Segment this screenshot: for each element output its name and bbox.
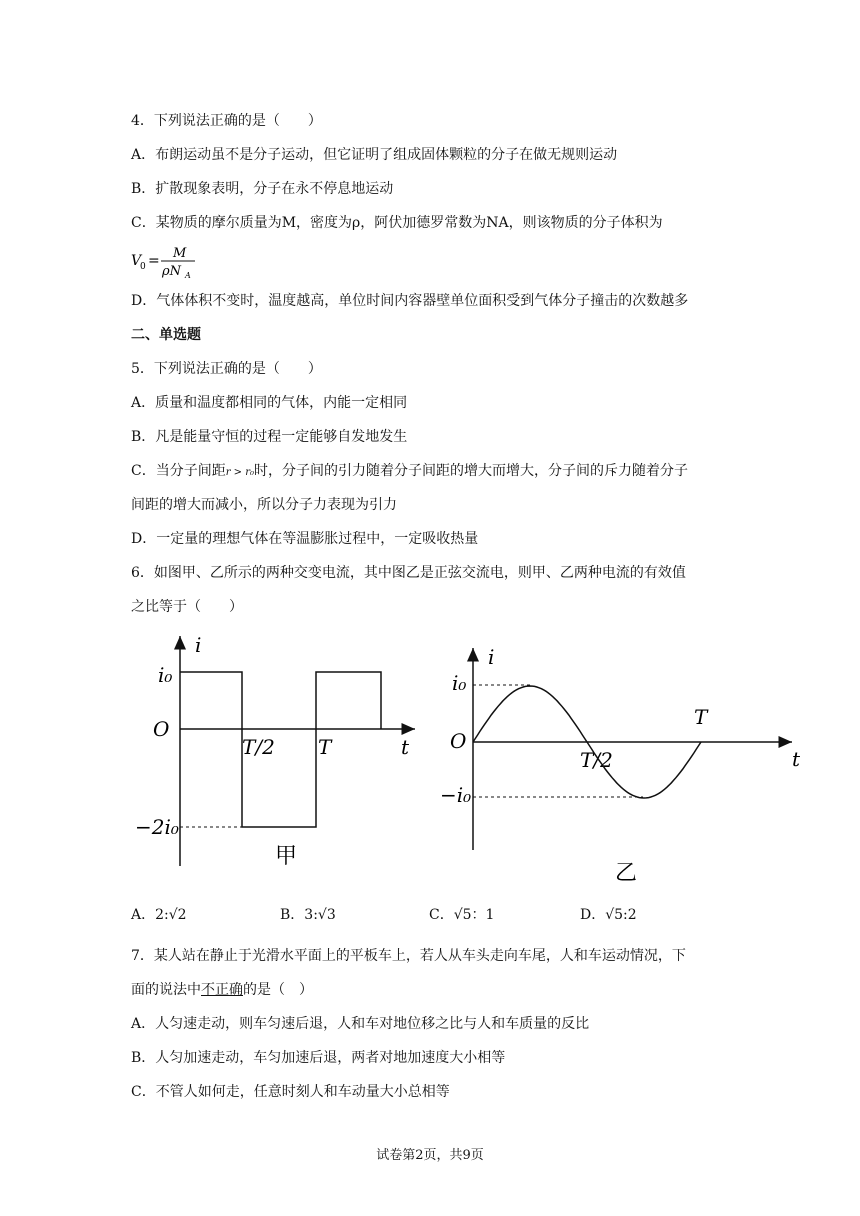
- svg-text:V: V: [131, 253, 142, 269]
- yi-y-label: i: [488, 645, 495, 669]
- q7-option-a: A．人匀速走动，则车匀速后退，人和车对地位移之比与人和车质量的反比: [131, 1016, 590, 1032]
- q7-option-b: B．人匀加速走动，车匀加速后退，两者对地加速度大小相等: [131, 1050, 506, 1066]
- q6-option-a: A．2:√2: [131, 907, 187, 923]
- svg-text:M: M: [173, 246, 187, 261]
- q5-stem: 5．下列说法正确的是（ ）: [131, 361, 322, 377]
- q5-option-d: D．一定量的理想气体在等温膨胀过程中，一定吸收热量: [131, 531, 479, 547]
- q7-stem-line1: 7．某人站在静止于光滑水平面上的平板车上，若人从车头走向车尾，人和车运动情况，下: [131, 948, 686, 964]
- page-footer: 试卷第2页，共9页: [376, 1148, 484, 1163]
- jia-x-label: t: [401, 735, 410, 759]
- yi-x-label: t: [791, 747, 800, 771]
- jia-waveform: [180, 672, 381, 827]
- q4-option-c: C．某物质的摩尔质量为M，密度为ρ，阿伏加德罗常数为NA，则该物质的分子体积为: [131, 215, 663, 231]
- jia-half-period-label: T/2: [242, 735, 275, 759]
- figure-yi: [430, 640, 800, 890]
- jia-period-label: T: [318, 735, 332, 759]
- yi-y-pos-label: i₀: [452, 671, 467, 695]
- q4-option-d: D．气体体积不变时，温度越高，单位时间内容器壁单位面积受到气体分子撞击的次数越多: [131, 293, 689, 309]
- jia-caption: 甲: [275, 844, 298, 869]
- q5-c-text: 时，分子间的引力随着分子间距的增大而增大，分子间的斥力随着分子: [254, 463, 689, 479]
- yi-period-label: T: [694, 705, 708, 729]
- q5-c-prefix: C．当分子间距: [131, 463, 226, 479]
- svg-text:0: 0: [140, 262, 146, 272]
- q5-option-b: B．凡是能量守恒的过程一定能够自发地发生: [131, 429, 408, 445]
- q4-stem: 4．下列说法正确的是（ ）: [131, 113, 322, 129]
- svg-text:ρN: ρN: [162, 264, 182, 279]
- jia-y-neg-label: −2i₀: [135, 815, 179, 839]
- q7-stem-prefix: 面的说法中: [131, 982, 201, 998]
- q4-formula: [131, 240, 211, 280]
- q6-option-b: B．3:√3: [280, 907, 336, 923]
- q6-option-c: C．√5：1: [429, 907, 495, 923]
- q5-option-c-line2: 间距的增大而减小，所以分子力表现为引力: [131, 497, 397, 513]
- q6-stem-line1: 6．如图甲、乙所示的两种交变电流，其中图乙是正弦交流电，则甲、乙两种电流的有效值: [131, 565, 686, 581]
- q5-c-condition: r > r₀: [225, 467, 255, 478]
- q5-option-c-line1: [131, 461, 688, 483]
- q7-stem-line2: [131, 980, 313, 1000]
- q6-options: [131, 904, 731, 926]
- jia-origin: O: [153, 717, 170, 741]
- q7-stem-suffix: 的是（ ）: [243, 982, 313, 998]
- q6-stem-line2: 之比等于（ ）: [131, 599, 243, 615]
- q5-option-a: A．质量和温度都相同的气体，内能一定相同: [131, 395, 408, 411]
- svg-text:A: A: [185, 271, 191, 280]
- svg-text:=: =: [148, 253, 160, 269]
- q4-option-b: B．扩散现象表明，分子在永不停息地运动: [131, 181, 394, 197]
- yi-half-period-label: T/2: [580, 748, 613, 772]
- q7-option-c: C．不管人如何走，任意时刻人和车动量大小总相等: [131, 1084, 450, 1100]
- yi-caption: 乙: [615, 861, 638, 886]
- figure-jia: [125, 628, 425, 878]
- q4-option-a: A．布朗运动虽不是分子运动，但它证明了组成固体颗粒的分子在做无规则运动: [131, 147, 618, 163]
- q6-option-d: D．√5:2: [580, 907, 637, 923]
- yi-y-neg-label: −i₀: [440, 783, 472, 807]
- section-heading: 二、单选题: [131, 327, 201, 343]
- yi-origin: O: [450, 729, 467, 753]
- jia-y-label: i: [195, 633, 202, 657]
- jia-y-pos-label: i₀: [158, 663, 173, 687]
- q7-stem-underlined: 不正确: [201, 982, 243, 998]
